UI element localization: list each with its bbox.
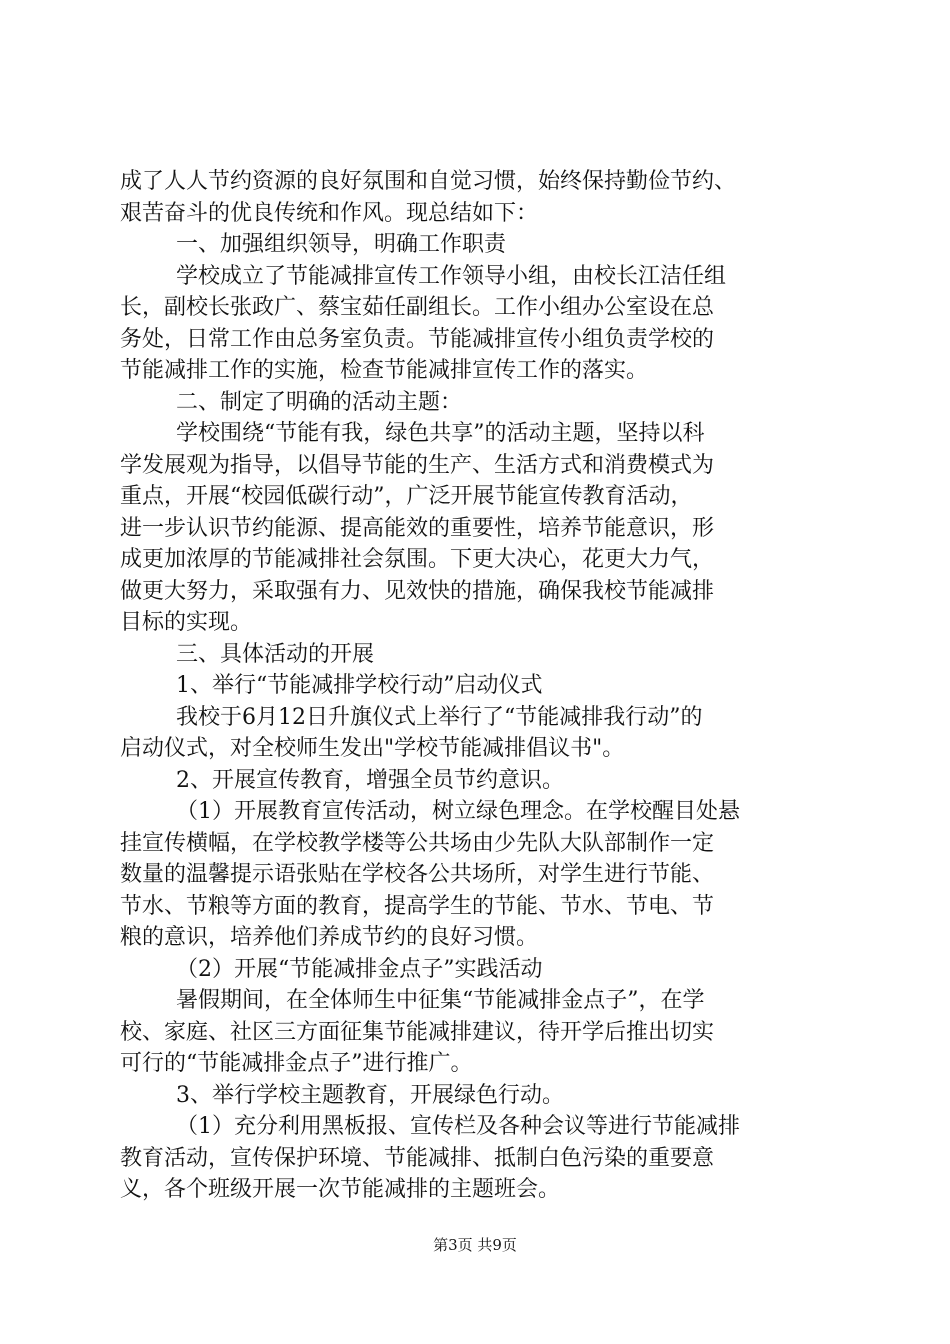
text-line: 务处，日常工作由总务室负责。节能减排宣传小组负责学校的 bbox=[120, 326, 715, 352]
text-line: 挂宣传横幅，在学校教学楼等公共场由少先队大队部制作一定 bbox=[120, 830, 715, 856]
page-footer: 第3页 共9页 bbox=[433, 1236, 517, 1254]
text-line: （1）开展教育宣传活动，树立绿色理念。在学校醒目处悬 bbox=[176, 799, 740, 824]
text-line: 粮的意识，培养他们养成节约的良好习惯。 bbox=[120, 925, 539, 950]
text-line: 重点，开展“校园低碳行动”，广泛开展节能宣传教育活动， bbox=[120, 484, 693, 509]
text-line: 暑假期间，在全体师生中征集“节能减排金点子”，在学 bbox=[176, 988, 705, 1013]
text-line: 教育活动，宣传保护环境、节能减排、抵制白色污染的重要意 bbox=[120, 1145, 715, 1171]
text-line: 二、制定了明确的活动主题： bbox=[176, 389, 463, 415]
text-line: 目标的实现。 bbox=[120, 610, 253, 635]
text-line: 校、家庭、社区三方面征集节能减排建议，待开学后推出切实 bbox=[120, 1019, 715, 1045]
text-line: 我校于6月12日升旗仪式上举行了“节能减排我行动”的 bbox=[176, 704, 703, 730]
text-line: （2）开展“节能减排金点子”实践活动 bbox=[176, 956, 543, 982]
text-line: 学校成立了节能减排宣传工作领导小组，由校长江洁任组 bbox=[176, 263, 727, 289]
text-line: 学发展观为指导，以倡导节能的生产、生活方式和消费模式为 bbox=[120, 452, 715, 478]
text-line: 节能减排工作的实施，检查节能减排宣传工作的落实。 bbox=[120, 358, 649, 383]
text-line: 可行的“节能减排金点子”进行推广。 bbox=[120, 1051, 473, 1076]
text-line: 1、举行“节能减排学校行动”启动仪式 bbox=[176, 673, 543, 698]
text-line: 一、加强组织领导，明确工作职责 bbox=[176, 232, 507, 257]
text-line: 学校围绕“节能有我，绿色共享”的活动主题，坚持以科 bbox=[176, 421, 705, 446]
text-line: 艰苦奋斗的优良传统和作风。现总结如下： bbox=[120, 200, 539, 226]
text-line: 2、开展宣传教育，增强全员节约意识。 bbox=[176, 767, 564, 793]
text-line: 长，副校长张政广、蔡宝茹任副组长。工作小组办公室设在总 bbox=[120, 295, 715, 320]
text-line: 启动仪式，对全校师生发出"学校节能减排倡议书"。 bbox=[120, 736, 625, 761]
text-line: 节水、节粮等方面的教育，提高学生的节能、节水、节电、节 bbox=[120, 893, 715, 919]
text-line: 3、举行学校主题教育，开展绿色行动。 bbox=[176, 1082, 564, 1108]
text-line: 成更加浓厚的节能减排社会氛围。下更大决心，花更大力气， bbox=[120, 547, 715, 572]
text-line: （1）充分利用黑板报、宣传栏及各种会议等进行节能减排 bbox=[176, 1114, 740, 1139]
text-line: 义，各个班级开展一次节能减排的主题班会。 bbox=[120, 1177, 561, 1202]
text-line: 三、具体活动的开展 bbox=[176, 641, 375, 667]
text-line: 成了人人节约资源的良好氛围和自觉习惯，始终保持勤俭节约、 bbox=[120, 169, 737, 194]
text-line: 进一步认识节约能源、提高能效的重要性，培养节能意识，形 bbox=[120, 515, 715, 541]
text-line: 数量的温馨提示语张贴在学校各公共场所，对学生进行节能、 bbox=[120, 862, 715, 887]
text-line: 做更大努力，采取强有力、见效快的措施，确保我校节能减排 bbox=[120, 578, 715, 604]
document-body bbox=[120, 166, 834, 1206]
